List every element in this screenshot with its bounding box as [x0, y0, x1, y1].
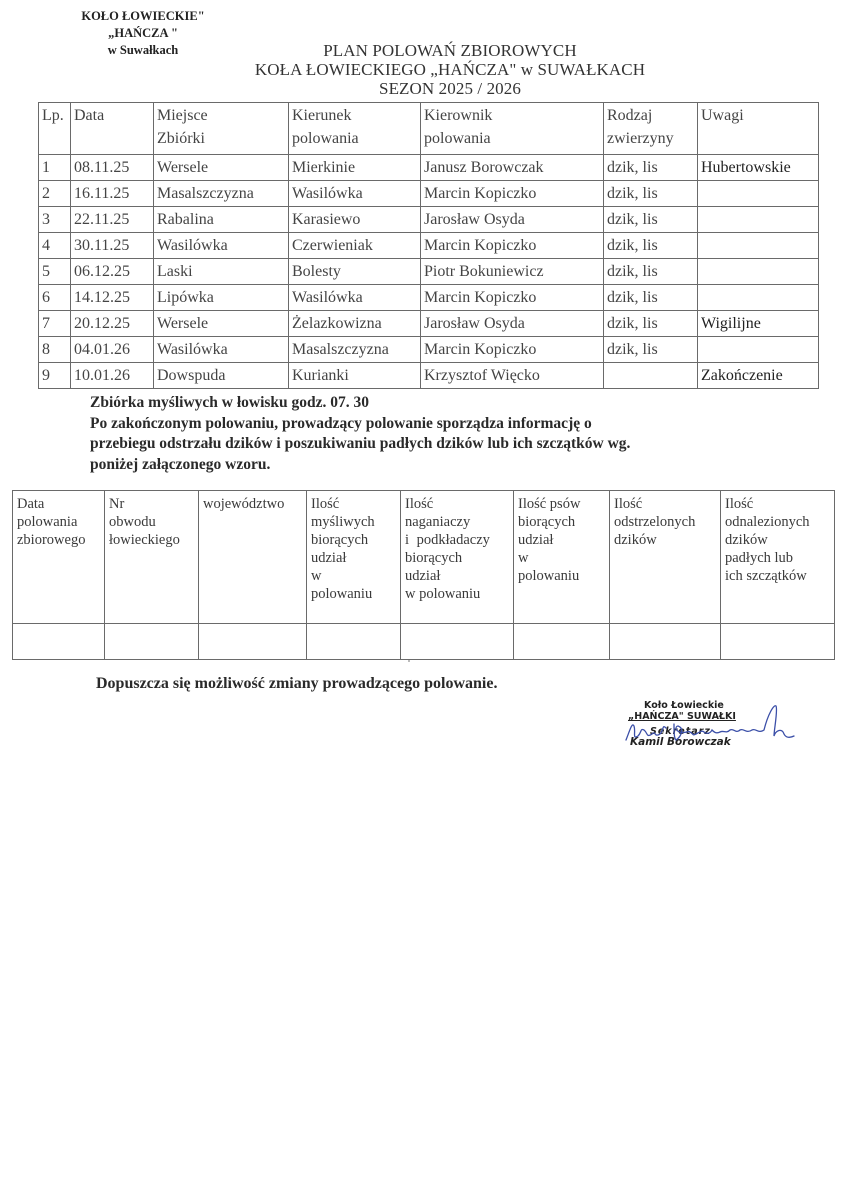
empty-entry-cell[interactable] — [721, 624, 835, 660]
cell-kierownik: Marcin Kopiczko — [421, 181, 604, 207]
cell-kierunek: Bolesty — [289, 259, 421, 285]
notes-section — [90, 393, 790, 475]
column-header — [39, 103, 71, 155]
column-header — [13, 491, 105, 624]
empty-entry-cell[interactable] — [514, 624, 610, 660]
cell-lp: 6 — [39, 285, 71, 311]
report-template-table — [12, 490, 835, 660]
cell-uwagi — [698, 207, 819, 233]
column-header-line: polowania — [424, 130, 491, 147]
cell-data: 06.12.25 — [71, 259, 154, 285]
column-header-line: biorących — [311, 532, 369, 548]
cell-lp: 5 — [39, 259, 71, 285]
column-header-line: odnalezionych — [725, 514, 810, 530]
column-header-line: Ilość — [405, 496, 434, 512]
instruction-line: Po zakończonym polowaniu, prowadzący polowanie sporządza informację o — [90, 414, 592, 432]
cell-rodzaj: dzik, lis — [604, 207, 698, 233]
column-header-line: udział — [518, 532, 554, 548]
cell-data: 14.12.25 — [71, 285, 154, 311]
column-header-line: odstrzelonych — [614, 514, 696, 530]
cell-lp: 7 — [39, 311, 71, 337]
cell-data: 08.11.25 — [71, 155, 154, 181]
cell-data: 04.01.26 — [71, 337, 154, 363]
handwritten-signature — [618, 700, 798, 750]
season-line: SEZON 2025 / 2026 — [379, 79, 521, 98]
org-name-line: „HAŃCZA " — [108, 26, 178, 40]
column-header-line: polowaniu — [311, 586, 373, 602]
column-header-line: Kierownik — [424, 107, 493, 124]
empty-entry-cell[interactable] — [307, 624, 401, 660]
document-title — [200, 41, 700, 98]
column-header-line: dzików — [725, 532, 768, 548]
cell-miejsce: Wersele — [154, 155, 289, 181]
cell-kierunek: Mierkinie — [289, 155, 421, 181]
stamp-name: Kamil Borowczak — [630, 736, 731, 748]
column-header-line: Rodzaj — [607, 107, 653, 124]
column-header-line: w — [518, 550, 529, 566]
cell-rodzaj: dzik, lis — [604, 311, 698, 337]
column-header-line: Data — [17, 496, 45, 512]
cell-data: 16.11.25 — [71, 181, 154, 207]
column-header — [401, 491, 514, 624]
cell-kierownik: Janusz Borowczak — [421, 155, 604, 181]
cell-kierownik: Marcin Kopiczko — [421, 337, 604, 363]
column-header-line: zbiorowego — [17, 532, 86, 548]
column-header-line: polowaniu — [518, 568, 580, 584]
column-header-line: Data — [74, 107, 105, 124]
column-header-line: Ilość — [614, 496, 643, 512]
column-header-line: obwodu — [109, 514, 156, 530]
table-row — [39, 207, 819, 233]
org-name-line: KOŁO ŁOWIECKIE" — [81, 9, 205, 23]
column-header — [698, 103, 819, 155]
empty-entry-cell[interactable] — [105, 624, 199, 660]
allowance-note: Dopuszcza się możliwość zmiany prowadzącego polowanie. — [96, 675, 498, 692]
cell-miejsce: Masalszczyzna — [154, 181, 289, 207]
cell-data: 20.12.25 — [71, 311, 154, 337]
instruction-line: przebiegu odstrzału dzików i poszukiwaniu padłych dzików lub ich szczątków wg. — [90, 435, 631, 452]
cell-kierownik: Jarosław Osyda — [421, 207, 604, 233]
column-header-line: w — [311, 568, 322, 584]
column-header-line: i podkładaczy — [405, 532, 490, 548]
table-header-row — [13, 491, 835, 624]
column-header-line: polowania — [292, 130, 359, 147]
column-header-line: Ilość — [311, 496, 340, 512]
instruction-line: poniżej załączonego wzoru. — [90, 455, 271, 473]
column-header-line: Ilość psów — [518, 496, 581, 512]
cell-rodzaj: dzik, lis — [604, 155, 698, 181]
cell-rodzaj: dzik, lis — [604, 233, 698, 259]
table-row — [39, 363, 819, 389]
cell-data: 10.01.26 — [71, 363, 154, 389]
column-header-line: Nr — [109, 496, 125, 512]
scan-speck — [408, 660, 410, 662]
column-header-line: myśliwych — [311, 514, 375, 530]
cell-uwagi: Wigilijne — [698, 311, 819, 337]
column-header-line: udział — [405, 568, 441, 584]
column-header-line: Uwagi — [701, 107, 744, 124]
cell-lp: 9 — [39, 363, 71, 389]
column-header — [105, 491, 199, 624]
table-header-row — [39, 103, 819, 155]
cell-lp: 2 — [39, 181, 71, 207]
cell-miejsce: Wasilówka — [154, 233, 289, 259]
column-header — [307, 491, 401, 624]
cell-uwagi — [698, 259, 819, 285]
cell-miejsce: Wasilówka — [154, 337, 289, 363]
signature-stroke — [626, 706, 794, 740]
table-row — [39, 181, 819, 207]
table-row — [39, 285, 819, 311]
cell-kierownik: Marcin Kopiczko — [421, 285, 604, 311]
cell-uwagi: Zakończenie — [698, 363, 819, 389]
column-header — [154, 103, 289, 155]
column-header-line: biorących — [405, 550, 463, 566]
cell-data: 30.11.25 — [71, 233, 154, 259]
title-line: PLAN POLOWAŃ ZBIOROWYCH — [323, 41, 577, 60]
cell-data: 22.11.25 — [71, 207, 154, 233]
cell-rodzaj: dzik, lis — [604, 259, 698, 285]
cell-kierunek: Masalszczyzna — [289, 337, 421, 363]
cell-uwagi — [698, 337, 819, 363]
column-header-line: Lp. — [42, 107, 64, 124]
cell-kierunek: Kurianki — [289, 363, 421, 389]
cell-kierownik: Krzysztof Więcko — [421, 363, 604, 389]
column-header-line: ich szczątków — [725, 568, 807, 584]
column-header — [721, 491, 835, 624]
cell-rodzaj: dzik, lis — [604, 337, 698, 363]
cell-miejsce: Dowspuda — [154, 363, 289, 389]
gathering-time-note: Zbiórka myśliwych w łowisku godz. 07. 30 — [90, 394, 370, 411]
empty-entry-cell[interactable] — [401, 624, 514, 660]
empty-entry-row — [13, 624, 835, 660]
column-header-line: dzików — [614, 532, 657, 548]
cell-kierownik: Piotr Bokuniewicz — [421, 259, 604, 285]
title-line: KOŁA ŁOWIECKIEGO „HAŃCZA" w SUWAŁKACH — [254, 60, 646, 79]
table-row — [39, 259, 819, 285]
column-header-line: łowieckiego — [109, 532, 180, 548]
column-header-line: Zbiórki — [157, 130, 205, 147]
column-header — [71, 103, 154, 155]
cell-rodzaj: dzik, lis — [604, 181, 698, 207]
cell-uwagi — [698, 233, 819, 259]
cell-kierunek: Czerwieniak — [289, 233, 421, 259]
column-header-line: Ilość — [725, 496, 754, 512]
cell-lp: 4 — [39, 233, 71, 259]
hunt-plan-table — [38, 102, 819, 389]
cell-miejsce: Laski — [154, 259, 289, 285]
cell-kierunek: Karasiewo — [289, 207, 421, 233]
cell-kierownik: Jarosław Osyda — [421, 311, 604, 337]
column-header-line: biorących — [518, 514, 576, 530]
column-header — [604, 103, 698, 155]
empty-entry-cell[interactable] — [13, 624, 105, 660]
empty-entry-cell[interactable] — [610, 624, 721, 660]
column-header — [421, 103, 604, 155]
table-row — [39, 155, 819, 181]
cell-miejsce: Wersele — [154, 311, 289, 337]
table-row — [39, 337, 819, 363]
column-header-line: udział — [311, 550, 347, 566]
column-header — [289, 103, 421, 155]
cell-miejsce: Rabalina — [154, 207, 289, 233]
cell-kierunek: Wasilówka — [289, 181, 421, 207]
cell-lp: 8 — [39, 337, 71, 363]
column-header-line: województwo — [203, 496, 285, 512]
cell-rodzaj: dzik, lis — [604, 285, 698, 311]
table-row — [39, 233, 819, 259]
cell-uwagi — [698, 181, 819, 207]
column-header-line: Miejsce — [157, 107, 208, 124]
cell-miejsce: Lipówka — [154, 285, 289, 311]
column-header-line: padłych lub — [725, 550, 794, 566]
column-header-line: naganiaczy — [405, 514, 471, 530]
empty-entry-cell[interactable] — [199, 624, 307, 660]
cell-uwagi: Hubertowskie — [698, 155, 819, 181]
cell-rodzaj — [604, 363, 698, 389]
cell-kierownik: Marcin Kopiczko — [421, 233, 604, 259]
column-header-line: Kierunek — [292, 107, 352, 124]
column-header — [514, 491, 610, 624]
column-header-line: w polowaniu — [405, 586, 481, 602]
column-header-line: zwierzyny — [607, 130, 674, 147]
column-header — [610, 491, 721, 624]
stamp-line: „HAŃCZA" SUWAŁKI — [628, 711, 736, 722]
stamp-line: Koło Łowieckie — [644, 700, 724, 711]
cell-kierunek: Wasilówka — [289, 285, 421, 311]
cell-lp: 3 — [39, 207, 71, 233]
stamp-title: Sekretarz — [650, 726, 711, 737]
column-header-line: polowania — [17, 514, 78, 530]
cell-kierunek: Żelazkowizna — [289, 311, 421, 337]
cell-uwagi — [698, 285, 819, 311]
column-header — [199, 491, 307, 624]
table-row — [39, 311, 819, 337]
org-city-line: w Suwałkach — [107, 43, 179, 57]
cell-lp: 1 — [39, 155, 71, 181]
